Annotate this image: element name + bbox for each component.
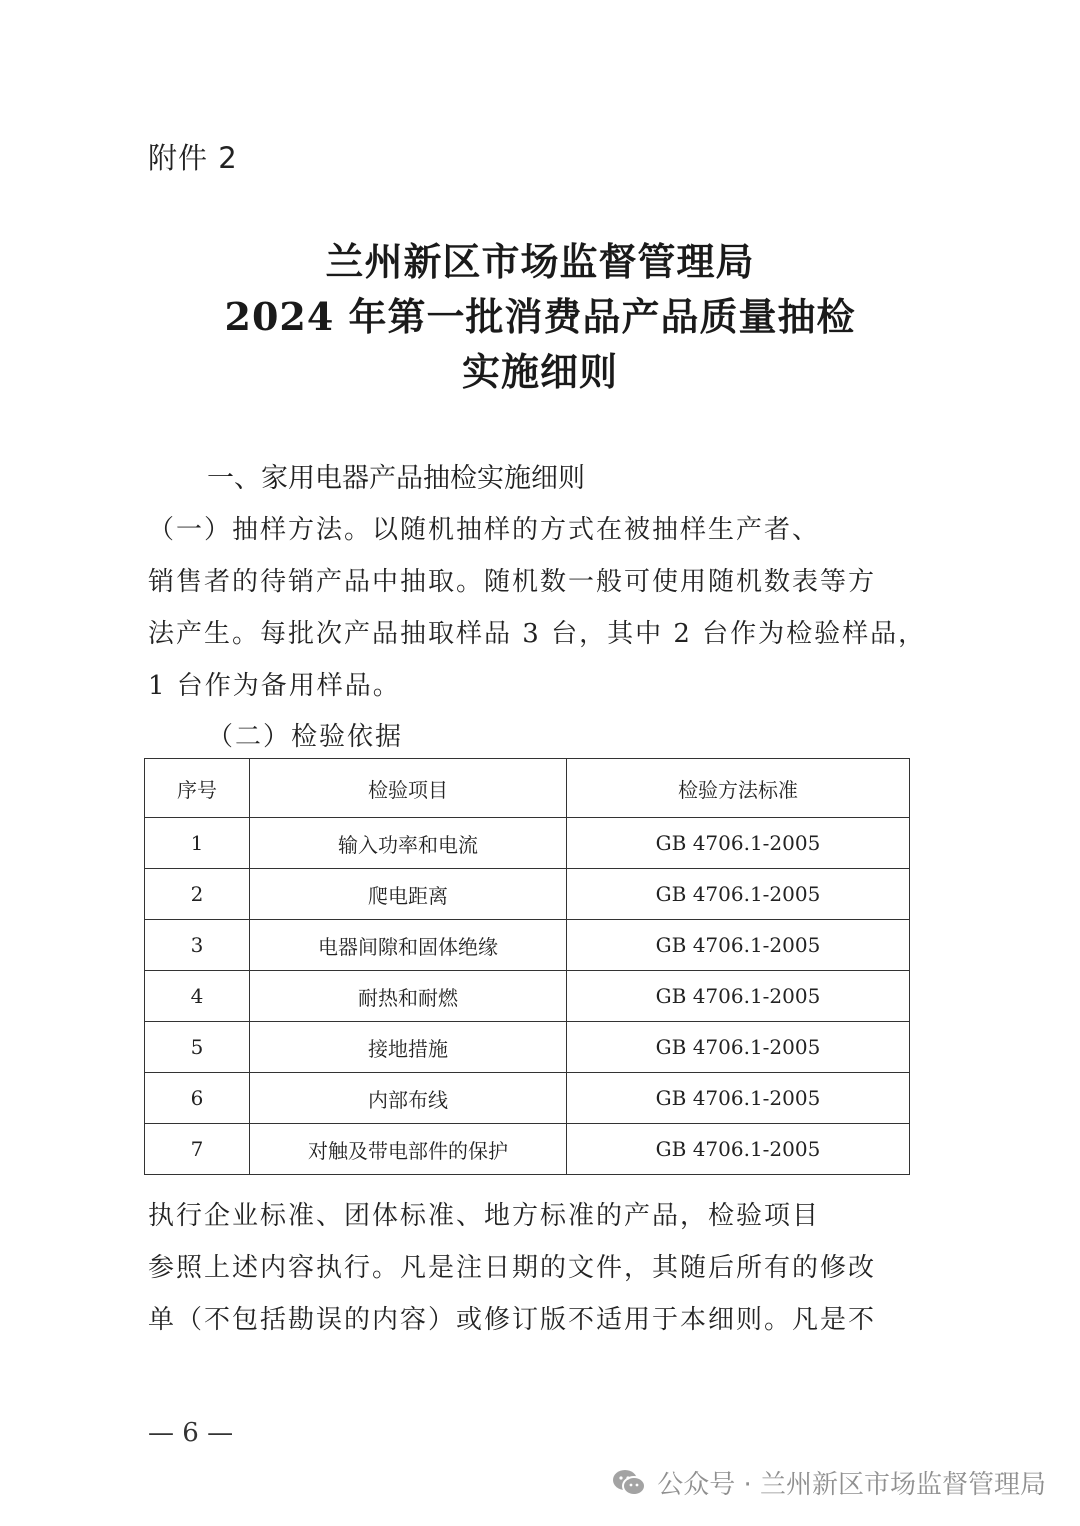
title-line-3: 实施细则 — [461, 349, 618, 394]
title-line-1: 兰州新区市场监督管理局 — [325, 239, 755, 284]
paragraph-line: 销售者的待销产品中抽取。随机数一般可使用随机数表等方 — [148, 567, 877, 597]
cell-standard: GB 4706.1-2005 — [567, 971, 910, 1022]
cell-item: 内部布线 — [250, 1073, 567, 1124]
table-row — [145, 1073, 910, 1124]
wechat-watermark — [611, 1464, 1046, 1501]
cell-standard: GB 4706.1-2005 — [567, 818, 910, 869]
cell-standard: GB 4706.1-2005 — [567, 1073, 910, 1124]
table-row — [145, 971, 910, 1022]
section-heading: 一、家用电器产品抽检实施细则 — [207, 463, 585, 494]
inspection-basis-heading: （二）检验依据 — [207, 722, 404, 752]
cell-item: 输入功率和电流 — [250, 818, 567, 869]
cell-no: 4 — [145, 971, 250, 1022]
cell-no: 1 — [145, 818, 250, 869]
table-row — [145, 920, 910, 971]
inspection-table — [144, 758, 910, 1175]
paragraph-line: 单（不包括勘误的内容）或修订版不适用于本细则。凡是不 — [148, 1305, 877, 1335]
table-row — [145, 1022, 910, 1073]
cell-no: 3 — [145, 920, 250, 971]
table-header-row — [145, 759, 910, 818]
paragraph-line: 参照上述内容执行。凡是注日期的文件，其随后所有的修改 — [148, 1253, 877, 1283]
watermark-text: 公众号 · 兰州新区市场监督管理局 — [657, 1470, 1046, 1500]
title-line-2: 2024 年第一批消费品产品质量抽检 — [224, 294, 856, 339]
sampling-method-paragraph — [148, 504, 927, 712]
document-title — [0, 234, 1080, 399]
cell-no: 5 — [145, 1022, 250, 1073]
cell-no: 6 — [145, 1073, 250, 1124]
closing-paragraph — [148, 1190, 908, 1346]
cell-standard: GB 4706.1-2005 — [567, 1124, 910, 1175]
table-row — [145, 869, 910, 920]
table-row — [145, 1124, 910, 1175]
paragraph-line: 法产生。每批次产品抽取样品 3 台，其中 2 台作为检验样品， — [148, 619, 927, 649]
cell-item: 对触及带电部件的保护 — [250, 1124, 567, 1175]
cell-item: 接地措施 — [250, 1022, 567, 1073]
paragraph-line: 1 台作为备用样品。 — [148, 671, 401, 701]
cell-standard: GB 4706.1-2005 — [567, 920, 910, 971]
table-row — [145, 818, 910, 869]
header-no: 序号 — [145, 759, 250, 818]
header-item: 检验项目 — [250, 759, 567, 818]
cell-standard: GB 4706.1-2005 — [567, 1022, 910, 1073]
paragraph-line: 执行企业标准、团体标准、地方标准的产品，检验项目 — [148, 1201, 821, 1231]
attachment-label: 附件 2 — [148, 141, 238, 175]
header-standard: 检验方法标准 — [567, 759, 910, 818]
cell-no: 2 — [145, 869, 250, 920]
cell-item: 爬电距离 — [250, 869, 567, 920]
cell-standard: GB 4706.1-2005 — [567, 869, 910, 920]
page-number: — 6 — — [148, 1418, 234, 1448]
wechat-icon — [611, 1468, 647, 1498]
paragraph-line: （一）抽样方法。以随机抽样的方式在被抽样生产者、 — [148, 515, 821, 545]
cell-item: 耐热和耐燃 — [250, 971, 567, 1022]
cell-no: 7 — [145, 1124, 250, 1175]
cell-item: 电器间隙和固体绝缘 — [250, 920, 567, 971]
